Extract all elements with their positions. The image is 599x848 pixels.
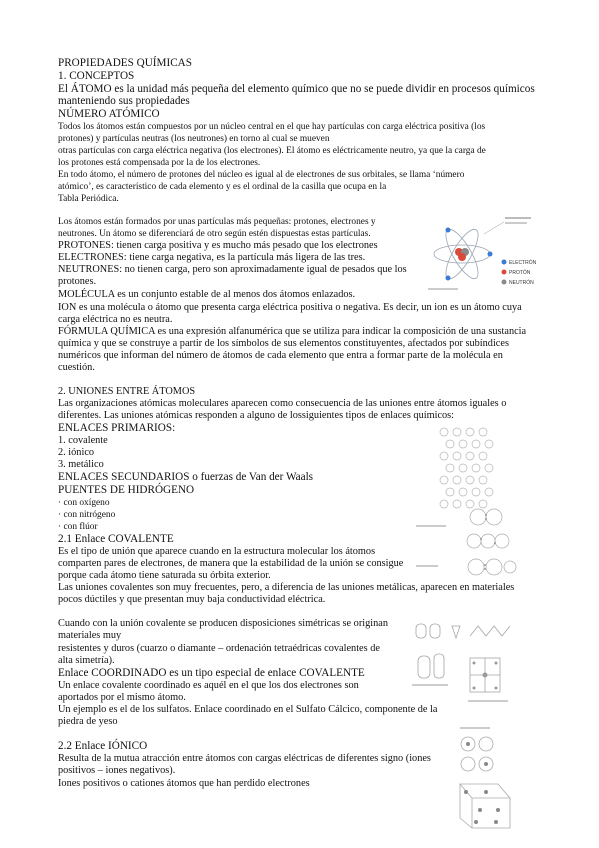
text-line: piedra de yeso: [58, 716, 118, 727]
text-line: atómico’, es característico de cada elemento y es el ordinal de la casilla que ocupa en la: [58, 182, 387, 192]
text-line: NEUTRONES: no tienen carga, pero son aproximadamente igual de pesados que los: [58, 264, 407, 275]
lattice-atom: [446, 488, 454, 496]
lattice-atom: [485, 464, 493, 472]
electron-dot: [488, 252, 493, 257]
lattice-atom: [459, 488, 467, 496]
lattice-atom: [446, 464, 454, 472]
lattice-atom: [485, 488, 493, 496]
text-line: Un enlace covalente coordinado es aquél en el que los dos electrones son: [58, 680, 359, 691]
atom-nucleus: [455, 248, 469, 261]
lattice-atom: [466, 476, 474, 484]
text-line: En todo átomo, el número de protones del núcleo es igual al de electrones de sus orbitales, se llama ‘número: [58, 170, 465, 180]
subheading-puentes-hidrogeno: PUENTES DE HIDRÓGENO: [58, 484, 195, 496]
lattice-atom: [459, 440, 467, 448]
caption-scribble: [428, 288, 458, 290]
lattice-atom: [446, 440, 454, 448]
text-line: Es el tipo de unión que aparece cuando en la estructura molecular los átomos: [58, 546, 376, 557]
text-line: carga eléctrica no es neutra.: [58, 314, 173, 325]
subheading-enlace-coordinado: Enlace COORDINADO es un tipo especial de enlace COVALENTE: [58, 667, 365, 679]
text-line: alta simetría).: [58, 655, 115, 666]
text-line: El ÁTOMO es la unidad más pequeña del elemento químico que no se puede dividir en procesos químicos: [58, 83, 535, 95]
lattice-atom: [440, 428, 448, 436]
text-line: otras partículas con carga eléctrica negativa (los electrones). El átomo es eléctricamente neutro, ya que la carga de: [58, 146, 486, 156]
legend-electron-dot: [502, 260, 507, 265]
text-line: Las uniones covalentes son muy frecuentes, pero, a diferencia de las uniones metálicas, aparecen en materiales: [58, 582, 515, 593]
section-heading-uniones: 2. UNIONES ENTRE ÁTOMOS: [58, 386, 196, 397]
list-item: 2. iónico: [58, 447, 95, 458]
electron-dot: [446, 276, 451, 281]
text-line: los protones está compensada por la de los electrones.: [58, 158, 261, 168]
text-line: materiales muy: [58, 630, 122, 641]
label-scribble: [505, 222, 527, 224]
label-scribble: [505, 217, 531, 219]
ionic-bond-figure: [452, 722, 532, 830]
text-line: Resulta de la mutua atracción entre átomos con cargas eléctricas de diferentes signo (iones: [58, 753, 431, 764]
text-line: comparten pares de electrones, de manera que la estabilidad de la unión se consigue: [58, 558, 404, 569]
text-line: Todos los átomos están compuestos por un núcleo central en el que hay partículas con carga eléctrica positiva (los: [58, 122, 486, 132]
subheading-enlaces-primarios: ENLACES PRIMARIOS:: [58, 422, 176, 434]
text-line: ELECTRONES: tiene carga negativa, es la partícula más ligera de las tres.: [58, 252, 366, 263]
lattice-atom: [479, 476, 487, 484]
lattice-atom: [466, 452, 474, 460]
lattice-atom: [479, 452, 487, 460]
lattice-atom: [453, 476, 461, 484]
crystal-lattice-figure: [436, 426, 494, 516]
list-item: · con flúor: [58, 522, 98, 532]
covalent-bond-figure: [416, 505, 526, 577]
text-line: PROTONES: tienen carga positiva y es mucho más pesado que los electrones: [58, 240, 378, 251]
text-line: neutrones. Un átomo se diferenciará de otro según estén dispuestas estas partículas.: [58, 229, 371, 239]
doc-title: PROPIEDADES QUÍMICAS: [58, 57, 192, 69]
atom-legend: [502, 259, 537, 286]
caption-scribble: [412, 684, 448, 686]
text-line: porque cada átomo tiene saturada su órbita exterior.: [58, 570, 271, 581]
text-line: Las organizaciones atómicas moleculares aparecen como consecuencia de las uniones entre átomos iguales o: [58, 398, 507, 409]
electron-dot: [446, 228, 451, 233]
text-line: Tabla Periódica.: [58, 194, 119, 204]
legend-proton-dot: [502, 270, 507, 275]
text-line: protones) y partículas neutras (los neutrones) en torno al cual se mueven: [58, 134, 330, 144]
caption-scribble: [416, 525, 446, 527]
text-line: positivos – iones negativos).: [58, 765, 176, 776]
lattice-atom: [472, 488, 480, 496]
text-line: FÓRMULA QUÍMICA es una expresión alfanumérica que se utiliza para indicar la composición de una sustancia: [58, 326, 527, 337]
caption-scribble: [416, 565, 438, 567]
text-line: MOLÉCULA es un conjunto estable de al menos dos átomos enlazados.: [58, 289, 356, 300]
text-line: cuestión.: [58, 362, 95, 373]
text-line: numéricos que informan del número de átomos de cada elemento que entra a formar parte de la molécula en: [58, 350, 503, 361]
list-item: 3. metálico: [58, 459, 104, 470]
subheading-enlaces-secundarios: ENLACES SECUNDARIOS o fuerzas de Van der Waals: [58, 471, 314, 483]
subheading-numero-atomico: NÚMERO ATÓMICO: [58, 108, 160, 120]
text-line: resistentes y duros (cuarzo o diamante – ordenación tetraédricas covalentes de: [58, 643, 380, 654]
text-line: ION es una molécula o átomo que presenta carga eléctrica positiva o negativa. Es decir, un ion es un átomo cuya: [58, 302, 522, 313]
lattice-atom: [440, 476, 448, 484]
legend-electron-label: ELECTRÓN: [509, 260, 537, 266]
text-line: Cuando con la unión covalente se producen disposiciones simétricas se originan: [58, 618, 388, 629]
text-line: aportados por el mismo átomo.: [58, 692, 186, 703]
text-line: química y que se construye a partir de los símbolos de sus elementos constituyentes, afectados por subíndices: [58, 338, 509, 349]
lattice-atom: [466, 428, 474, 436]
list-item: · con oxígeno: [58, 498, 110, 508]
text-line: Iones positivos o cationes átomos que han perdido electrones: [58, 778, 310, 789]
text-line: pocos dúctiles y que presentan muy baja conductividad eléctrica.: [58, 594, 326, 605]
subheading-enlace-ionico: 2.2 Enlace IÓNICO: [58, 740, 148, 752]
list-item: 1. covalente: [58, 435, 108, 446]
text-line: Un ejemplo es el de los sulfatos. Enlace coordinado en el Sulfato Cálcico, componente de la: [58, 704, 438, 715]
text-line: protones.: [58, 276, 97, 287]
atom-diagram: [410, 212, 540, 292]
caption-scribble: [460, 727, 490, 729]
lattice-atom: [472, 464, 480, 472]
subheading-enlace-covalente: 2.1 Enlace COVALENTE: [58, 533, 174, 545]
lattice-atom: [453, 428, 461, 436]
lattice-atom: [485, 440, 493, 448]
legend-neutron-label: NEUTRÓN: [509, 280, 534, 286]
text-line: manteniendo sus propiedades: [58, 95, 190, 107]
text-line: diferentes. Las uniones atómicas responden a alguno de lossiguientes tipos de enlaces químicos:: [58, 410, 455, 421]
lattice-atom: [479, 428, 487, 436]
label-pointer: [484, 222, 504, 234]
tetrahedral-structure-figure: [412, 618, 524, 718]
lattice-atom: [459, 464, 467, 472]
legend-proton-label: PROTÓN: [509, 270, 531, 276]
legend-neutron-dot: [502, 280, 507, 285]
text-line: Los átomos están formados por unas partículas más pequeñas: protones, electrones y: [58, 217, 376, 227]
caption-scribble: [468, 700, 508, 702]
lattice-atom: [440, 452, 448, 460]
section-heading-conceptos: 1. CONCEPTOS: [58, 70, 135, 82]
list-item: · con nitrógeno: [58, 510, 116, 520]
lattice-atom: [472, 440, 480, 448]
lattice-atom: [453, 452, 461, 460]
